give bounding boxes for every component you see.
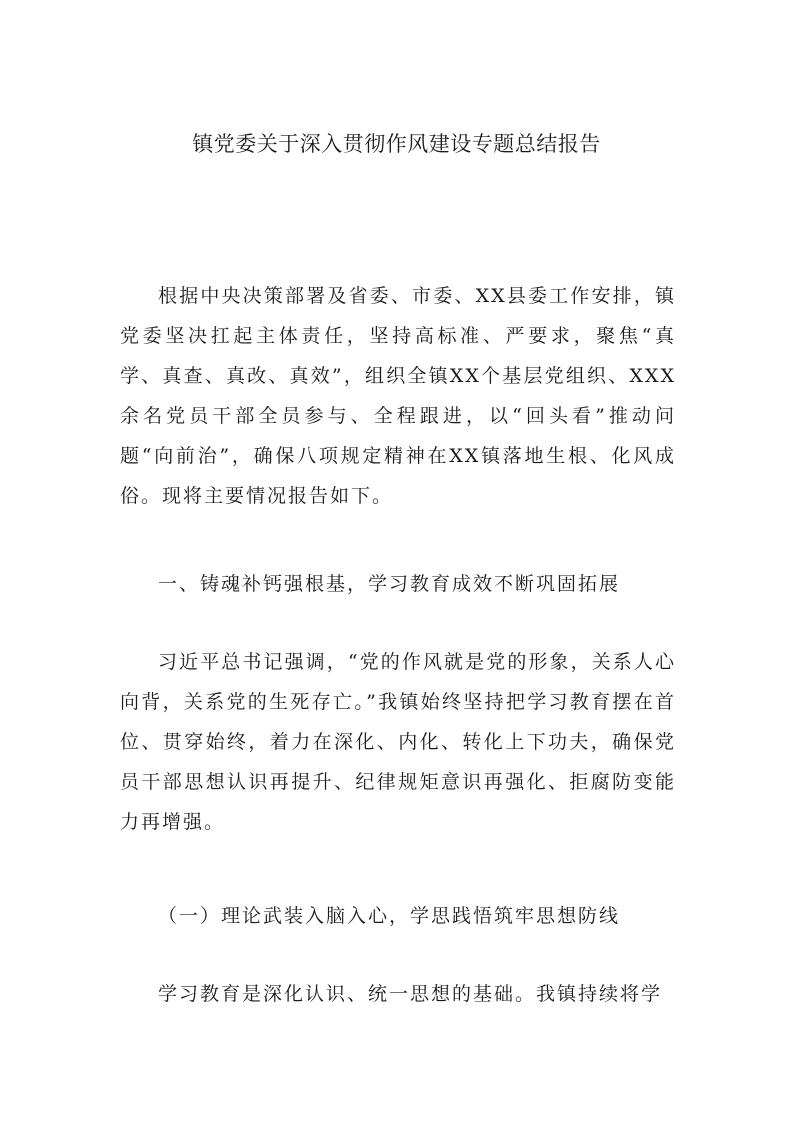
- subsection-paragraph: 学习教育是深化认识、统一思想的基础。我镇持续将学: [158, 983, 663, 1005]
- document-title: 镇党委关于深入贯彻作风建设专题总结报告: [192, 132, 601, 156]
- subsection-heading: （一）理论武装入脑入心，学思践悟筑牢思想防线: [158, 905, 621, 927]
- section-heading: 一、铸魂补钙强根基，学习教育成效不断巩固拓展: [158, 573, 621, 595]
- section-paragraph: 习近平总书记强调，“党的作风就是党的形象，关系人心向背，关系党的生死存亡。”我镇始终坚持把学习教育摆在首位、贯穿始终，着力在深化、内化、转化上下功夫，确保党员干部思想认识再提升、纪律规矩意识再强化、拒腐防变能力再增强。: [120, 651, 676, 833]
- intro-paragraph: 根据中央决策部署及省委、市委、XX县委工作安排，镇党委坚决扛起主体责任，坚持高标准、严要求，聚焦“真学、真查、真改、真效”，组织全镇XX个基层党组织、XXX余名党员干部全员参与、全程跟进，以“回头看”推动问题“向前治”，确保八项规定精神在XX镇落地生根、化风成俗。现将主要情况报告如下。: [120, 285, 676, 507]
